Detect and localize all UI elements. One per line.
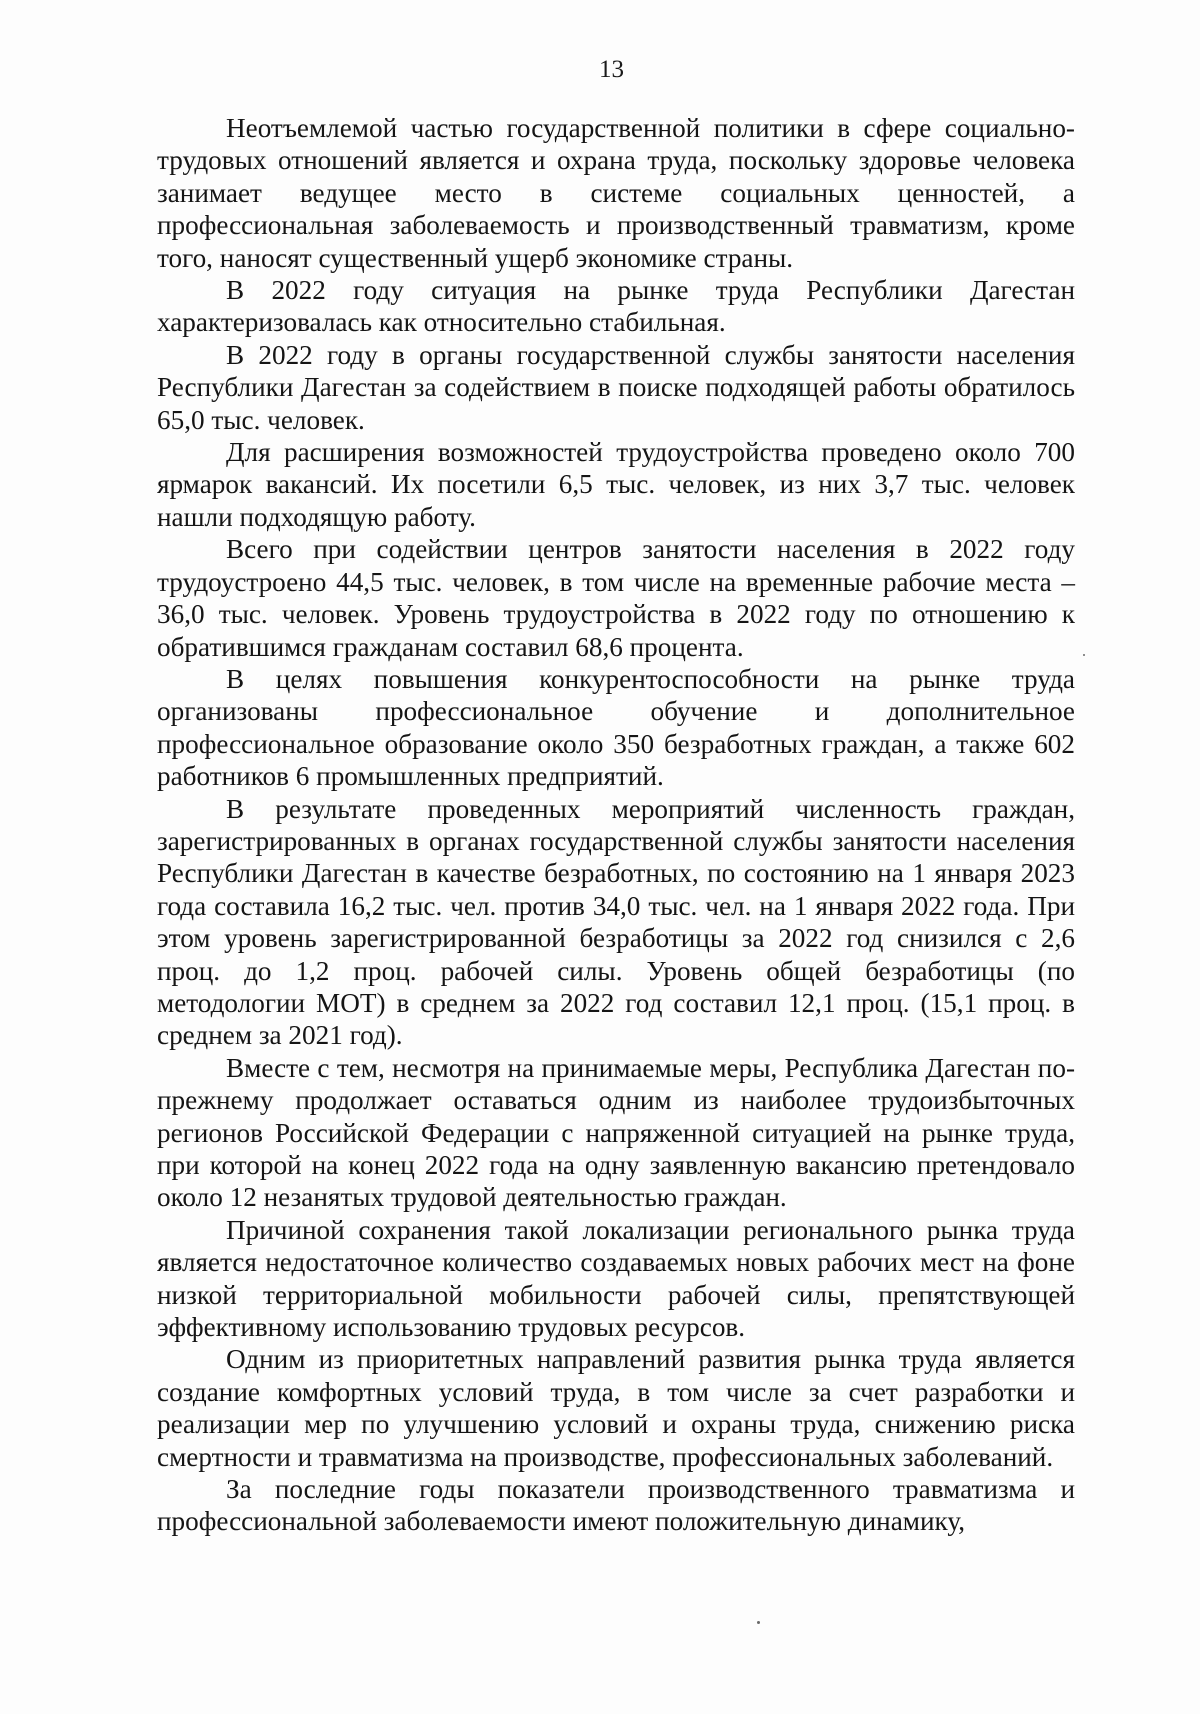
document-body: [157, 112, 1075, 1538]
paragraph: Неотъемлемой частью государственной политики в сфере социально-трудовых отношений является и охрана труда, поскольку здоровье человека занимает ведущее место в системе социальных ценностей, а профессиональная заболеваемость и производственный травматизм, кроме того, наносят существенный ущерб экономике страны.: [157, 113, 1075, 273]
paragraph: Одним из приоритетных направлений развития рынка труда является создание комфортных условий труда, в том числе за счет разработки и реализации мер по улучшению условий и охраны труда, снижению риска смертности и травматизма на производстве, профессиональных заболеваний.: [157, 1344, 1075, 1472]
paragraph: Вместе с тем, несмотря на принимаемые меры, Республика Дагестан по-прежнему продолжает оставаться одним из наиболее трудоизбыточных регионов Российской Федерации с напряженной ситуацией на рынке труда, при которой на конец 2022 года на одну заявленную вакансию претендовало около 12 незанятых трудовой деятельностью граждан.: [157, 1052, 1075, 1213]
scan-speck: [1083, 654, 1085, 656]
paragraph: За последние годы показатели производственного травматизма и профессиональной заболеваемости имеют положительную динамику,: [157, 1474, 1075, 1537]
paragraph: В 2022 году в органы государственной службы занятости населения Республики Дагестан за содействием в поиске подходящей работы обратилось 65,0 тыс. человек.: [157, 339, 1075, 435]
paragraph: В результате проведенных мероприятий численность граждан, зарегистрированных в органах государственной службы занятости населения Республики Дагестан в качестве безработных, по состоянию на 1 января 2023 года составила 16,2 тыс. чел. против 34,0 тыс. чел. на 1 января 2022 года. При этом уровень зарегистрированной безработицы за 2022 год снизился с 2,6 проц. до 1,2 проц. рабочей силы. Уровень общей безработицы (по методологии МОТ) в среднем за 2022 год составил 12,1 проц. (15,1 проц. в среднем за 2021 год).: [157, 793, 1075, 1051]
paragraph: В 2022 году ситуация на рынке труда Республики Дагестан характеризовалась как относительно стабильная.: [157, 275, 1075, 338]
paragraph: Причиной сохранения такой локализации регионального рынка труда является недостаточное количество создаваемых новых рабочих мест на фоне низкой территориальной мобильности рабочей силы, препятствующей эффективному использованию трудовых ресурсов.: [157, 1214, 1075, 1343]
paragraph: Всего при содействии центров занятости населения в 2022 году трудоустроено 44,5 тыс. человек, в том числе на временные рабочие места – 36,0 тыс. человек. Уровень трудоустройства в 2022 году по отношению к обратившимся гражданам составил 68,6 процента.: [157, 534, 1075, 662]
page-number: 13: [599, 56, 624, 83]
paragraph: Для расширения возможностей трудоустройства проведено около 700 ярмарок вакансий. Их посетили 6,5 тыс. человек, из них 3,7 тыс. человек нашли подходящую работу.: [157, 437, 1075, 532]
paragraph: В целях повышения конкурентоспособности на рынке труда организованы профессиональное обучение и дополнительное профессиональное образование около 350 безработных граждан, а также 602 работников 6 промышленных предприятий.: [157, 663, 1075, 792]
scan-speck: [757, 1621, 760, 1624]
